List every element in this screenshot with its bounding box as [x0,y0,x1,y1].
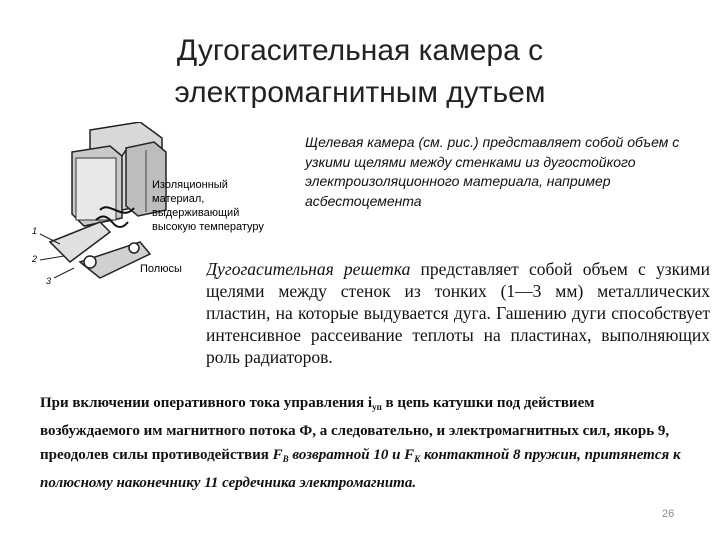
current-subscript: уп [372,402,382,412]
operation-description [40,391,690,495]
main-text-part-4: контактной 8 пружин, притянется к полюсному наконечнику 11 сердечника электромагнита. [40,447,681,491]
page-number: 26 [662,508,675,520]
title-line-2: электромагнитным дутьем [174,76,546,109]
insulation-material-label: Изоляционный материал, выдерживающий высокую температуру [152,179,264,233]
slide-title [0,30,720,114]
figure-digit-3: 3 [46,276,52,286]
arc-grid-term: Дугогасительная решетка [206,259,411,279]
force-b-symbol: F [272,447,283,463]
figure-digit-2: 2 [32,254,38,264]
main-text-part-3: возвратной 10 и [292,447,405,463]
figure-digit-1: 1 [32,226,38,236]
force-k-symbol: F [404,447,415,463]
arc-grid-description [206,258,710,368]
poles-label: Полюсы [140,263,182,275]
arc-grid-text: представляет собой объем с узкими щелями между стенок из тонких (1—3 мм) металлических пластин, на которые выдувается дуга. Гашению дуги способствует интенсивное рассеивание теплоты на пластинах, выполняющих роль радиаторов. [206,259,710,367]
force-b-subscript: B [282,454,289,464]
main-text-part-2: в цепь катушки под действием возбуждаемого им магнитного потока Ф, а следовательно, и электромагнитных сил, якорь 9, преодолев силы противодействия [40,395,670,463]
slot-chamber-description: Щелевая камера (см. рис.) представляет собой объем с узкими щелями между стенками из дугостойкого электроизоляционного материала, например асбестоцемента [305,134,680,209]
main-text-part-1: При включении оперативного тока управления i [40,395,373,411]
force-k-subscript: K [414,454,421,464]
title-line-1: Дугогасительная камера с [176,34,544,67]
